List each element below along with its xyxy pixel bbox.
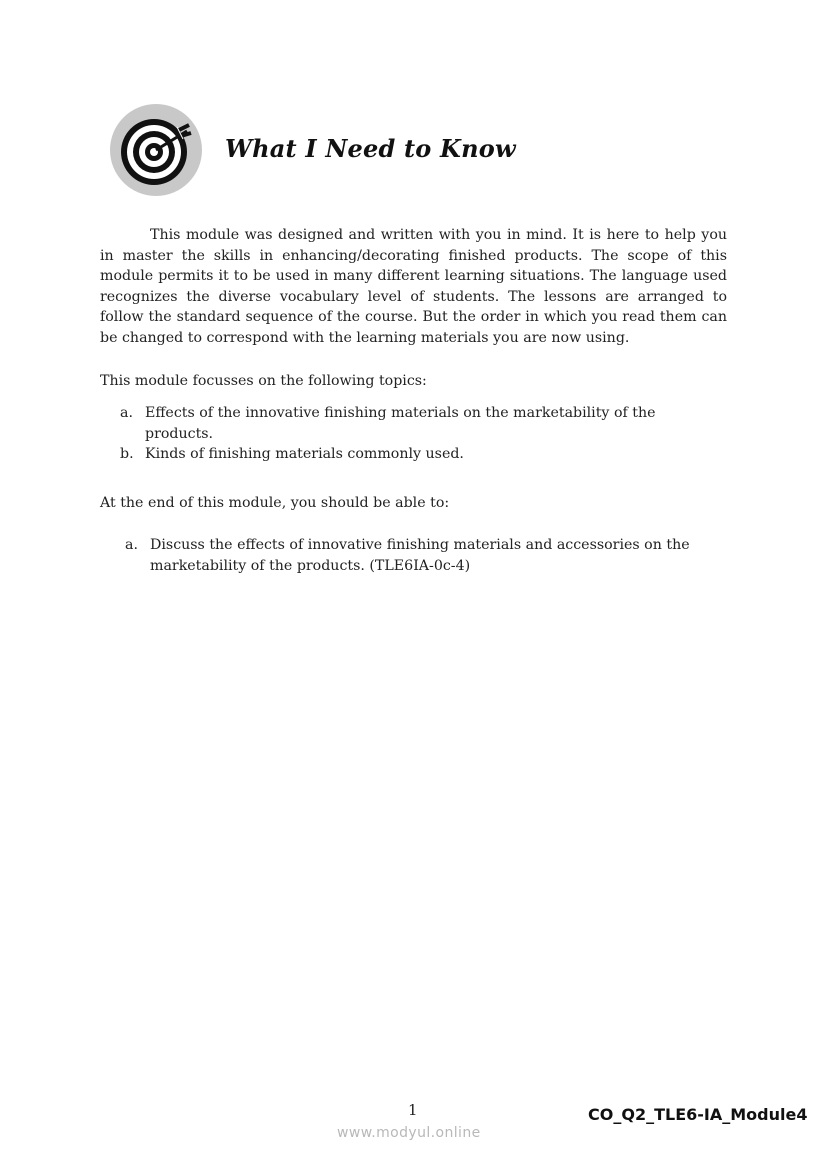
- intro-paragraph: This module was designed and written with you in mind. It is here to help you in master the skills in enhancing/decorating finished products. The scope of this module permits it to be used in many different learning situations. The language used recognizes the diverse vocabulary level of students. The lessons are arranged to follow the standard sequence of the course. But the order in which you read them can be changed to correspond with the learning materials you are now using.: [100, 227, 727, 346]
- topic-text: Effects of the innovative finishing materials on the marketability of the products.: [145, 405, 656, 442]
- topic-item: [120, 444, 720, 465]
- topics-intro: This module focusses on the following topics:: [100, 373, 427, 389]
- objectives-list: [125, 535, 725, 576]
- page-number: 1: [408, 1101, 418, 1119]
- objectives-intro: At the end of this module, you should be able to:: [100, 495, 450, 511]
- objective-text: Discuss the effects of innovative finishing materials and accessories on the marketability of the products. (TLE6IA-0c-4): [150, 537, 690, 574]
- topics-list: [120, 403, 720, 465]
- list-marker: a.: [120, 405, 133, 421]
- list-marker: b.: [120, 446, 134, 463]
- section-title: What I Need to Know: [225, 134, 516, 163]
- list-marker: a.: [125, 537, 138, 553]
- target-arrow-icon: [109, 103, 203, 197]
- module-code: CO_Q2_TLE6-IA_Module4: [588, 1105, 808, 1124]
- topic-item: [120, 403, 720, 444]
- objective-item: [125, 535, 725, 576]
- topic-text: Kinds of finishing materials commonly used.: [145, 446, 464, 463]
- watermark: www.modyul.online: [337, 1125, 481, 1141]
